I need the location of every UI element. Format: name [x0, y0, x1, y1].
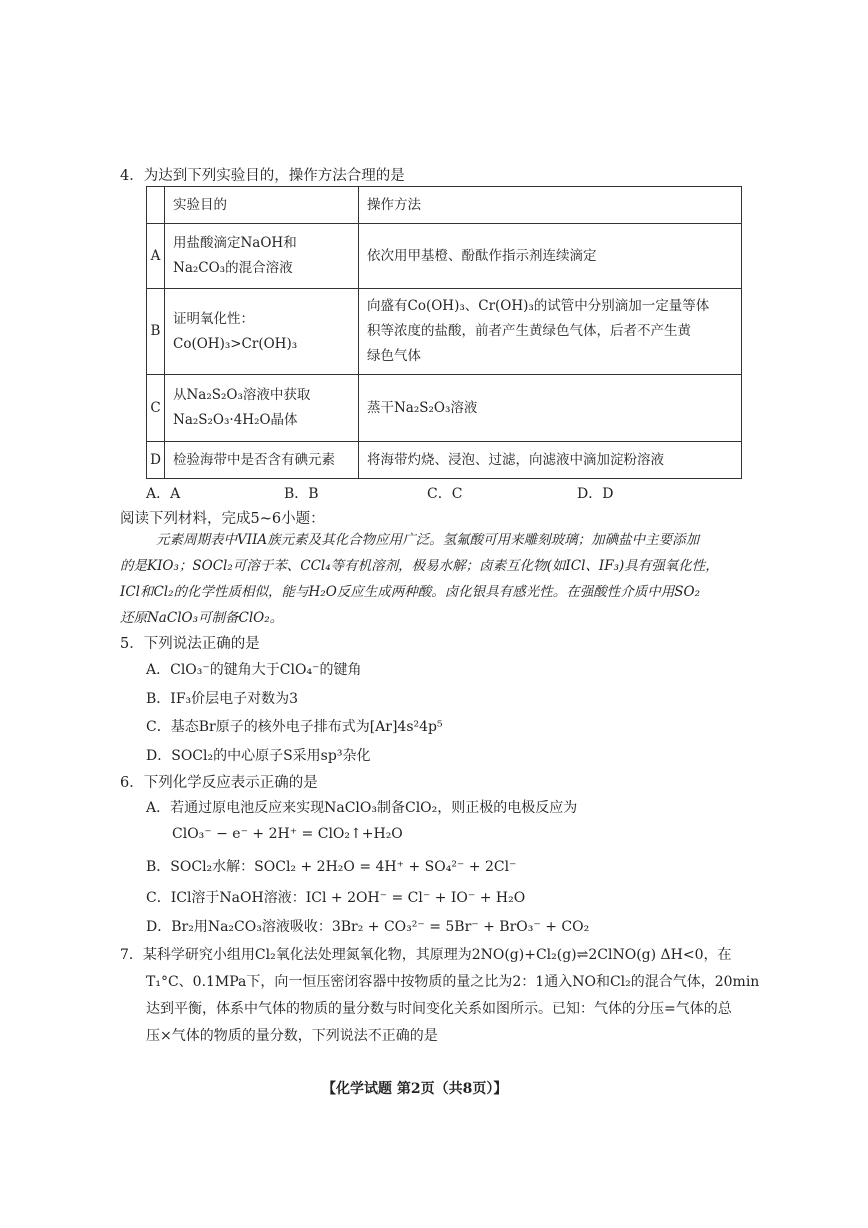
reading-intro: 阅读下列材料，完成5~6小题： [120, 511, 325, 527]
q4-table [146, 186, 742, 479]
q4-choice-b[interactable]: B．B [284, 486, 319, 502]
table-row: A 用盐酸滴定NaOH和 Na₂CO₃的混合溶液 依次用甲基橙、酚酞作指示剂连续滴定 [147, 224, 742, 289]
reading-line: 元素周期表中VIIA族元素及其化合物应用广泛。氢氟酸可用来雕刻玻璃；加碘盐中主要添加 [156, 532, 700, 548]
q4-choice-c[interactable]: C．C [427, 486, 463, 502]
q6-option-b[interactable]: B．SOCl₂水解：SOCl₂ + 2H₂O = 4H⁺ + SO₄²⁻ + 2Cl⁻ [146, 859, 517, 875]
q5-stem: 5．下列说法正确的是 [120, 636, 260, 652]
table-header-row [147, 187, 742, 224]
q5-option-d[interactable]: D．SOCl₂的中心原子S采用sp³杂化 [146, 748, 371, 764]
table-row: B 证明氧化性： Co(OH)₃>Cr(OH)₃ 向盛有Co(OH)₃、Cr(OH)₃的试管中分别滴加一定量等体 积等浓度的盐酸，前者产生黄绿色气体，后者不产生黄 绿色气体 [147, 289, 742, 375]
q6-option-d[interactable]: D．Br₂用Na₂CO₃溶液吸收：3Br₂ + CO₃²⁻ = 5Br⁻ + BrO₃⁻ + CO₂ [146, 919, 590, 935]
q6-option-c[interactable]: C．ICl溶于NaOH溶液：ICl + 2OH⁻ = Cl⁻ + IO⁻ + H₂O [146, 890, 526, 906]
q6-stem: 6．下列化学反应表示正确的是 [120, 775, 318, 791]
q7-line: 达到平衡，体系中气体的物质的量分数与时间变化关系如图所示。已知：气体的分压=气体的总 [146, 1001, 732, 1017]
q4-stem: 4．为达到下列实验目的，操作方法合理的是 [120, 168, 405, 184]
page-footer: 【化学试题 第2页（共8页）】 [322, 1081, 508, 1097]
q5-option-c[interactable]: C．基态Br原子的核外电子排布式为[Ar]4s²4p⁵ [146, 719, 443, 735]
q6-option-a-equation: ClO₃⁻ − e⁻ + 2H⁺ = ClO₂↑+H₂O [172, 826, 403, 842]
reading-line: ICl和Cl₂的化学性质相似，能与H₂O反应生成两种酸。卤化银具有感光性。在强酸性介质中用SO₂ [120, 584, 701, 600]
q4-choice-a[interactable]: A．A [146, 486, 181, 502]
header-purpose: 实验目的 [165, 187, 359, 224]
q5-option-a[interactable]: A．ClO₃⁻的键角大于ClO₄⁻的键角 [146, 662, 362, 678]
reading-line: 还原NaClO₃可制备ClO₂。 [120, 610, 284, 626]
q6-option-a[interactable]: A．若通过原电池反应来实现NaClO₃制备ClO₂，则正极的电极反应为 [146, 800, 578, 816]
header-method: 操作方法 [359, 187, 742, 224]
reading-line: 的是KIO₃；SOCl₂可溶于苯、CCl₄等有机溶剂，极易水解；卤素互化物(如ICl、IF₃)具有强氧化性， [120, 558, 719, 574]
q7-line: 7．某科学研究小组用Cl₂氧化法处理氮氧化物，其原理为2NO(g)+Cl₂(g)⇌2ClNO(g) ΔH<0，在 [120, 947, 732, 963]
q7-line: 压×气体的物质的量分数，下列说法不正确的是 [146, 1028, 438, 1044]
table-row: C 从Na₂S₂O₃溶液中获取 Na₂S₂O₃·4H₂O晶体 蒸干Na₂S₂O₃溶液 [147, 375, 742, 442]
q7-line: T₁°C、0.1MPa下，向一恒压密闭容器中按物质的量之比为2：1通入NO和Cl₂的混合气体，20min [146, 974, 760, 990]
q5-option-b[interactable]: B．IF₃价层电子对数为3 [146, 691, 299, 707]
q4-choice-d[interactable]: D．D [577, 486, 614, 502]
table-row: D 检验海带中是否含有碘元素 将海带灼烧、浸泡、过滤，向滤液中滴加淀粉溶液 [147, 442, 742, 479]
